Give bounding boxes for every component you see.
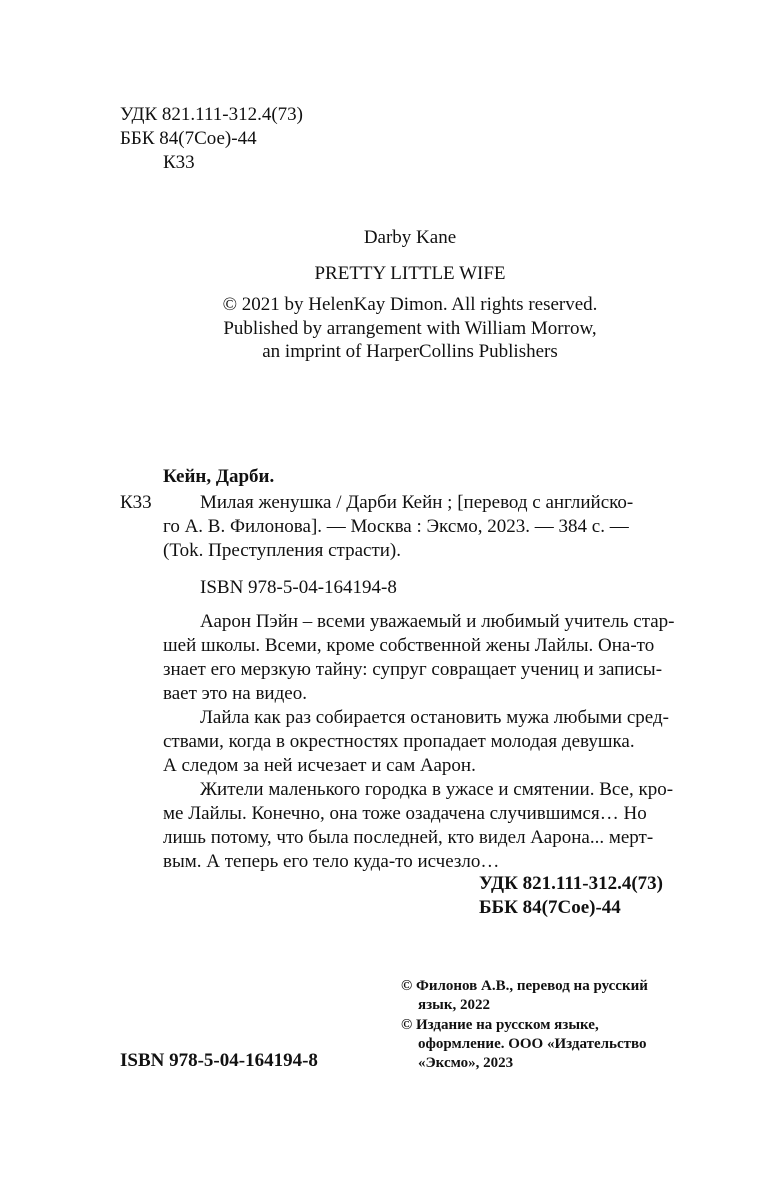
isbn-bottom: ISBN 978-5-04-164194-8 [120, 1050, 318, 1071]
catalog-entry-line-1: Милая женушка / Дарби Кейн ; [перевод с английско- [200, 492, 634, 513]
catalog-entry-line-2: го А. В. Филонова]. — Москва : Эксмо, 2023. — 384 с. — [163, 516, 629, 537]
catalog-heading: Кейн, Дарби. [163, 466, 275, 487]
annotation-line-11: вым. А теперь его тело куда-то исчезло… [163, 851, 500, 872]
annotation-line-2: шей школы. Всеми, кроме собственной жены Лайлы. Она-то [163, 635, 655, 656]
catalog-mark: К33 [120, 492, 152, 513]
annotation-line-8: Жители маленького городка в ужасе и смятении. Все, кро- [200, 779, 674, 800]
rights-line-3: © Издание на русском языке, [401, 1017, 599, 1033]
annotation-line-10: лишь потому, что была последней, кто видел Аарона... мерт- [163, 827, 654, 848]
annotation-line-3: знает его мерзкую тайну: супруг совращает учениц и записы- [163, 659, 663, 680]
copyright-line-2: Published by arrangement with William Morrow, [223, 318, 597, 339]
annotation-line-9: ме Лайлы. Конечно, она тоже озадачена случившимся… Но [163, 803, 647, 824]
catalog-entry-line-3: (Tok. Преступления страсти). [163, 540, 402, 561]
annotation-line-4: вает это на видео. [163, 683, 307, 704]
annotation-line-5: Лайла как раз собирается остановить мужа любыми сред- [200, 707, 669, 728]
rights-line-4: оформление. ООО «Издательство [418, 1036, 647, 1052]
annotation-line-1: Аарон Пэйн – всеми уважаемый и любимый учитель стар- [200, 611, 675, 632]
original-author: Darby Kane [363, 227, 457, 248]
rights-line-5: «Эксмо», 2023 [418, 1055, 514, 1071]
copyright-line-1: © 2021 by HelenKay Dimon. All rights reserved. [222, 294, 598, 315]
author-mark: К33 [163, 152, 195, 173]
udk-code: УДК 821.111-312.4(73) [120, 104, 303, 125]
bottom-udk-code: УДК 821.111-312.4(73) [479, 873, 664, 894]
rights-line-1: © Филонов А.В., перевод на русский [401, 978, 648, 994]
rights-line-2: язык, 2022 [418, 997, 490, 1013]
original-title: PRETTY LITTLE WIFE [314, 263, 506, 284]
bbk-code: ББК 84(7Сое)-44 [120, 128, 257, 149]
catalog-isbn: ISBN 978-5-04-164194-8 [200, 577, 397, 598]
bottom-bbk-code: ББК 84(7Сое)-44 [479, 897, 621, 918]
copyright-line-3: an imprint of HarperCollins Publishers [262, 341, 558, 362]
annotation-line-7: А следом за ней исчезает и сам Аарон. [163, 755, 476, 776]
annotation-line-6: ствами, когда в окрестностях пропадает молодая девушка. [163, 731, 635, 752]
